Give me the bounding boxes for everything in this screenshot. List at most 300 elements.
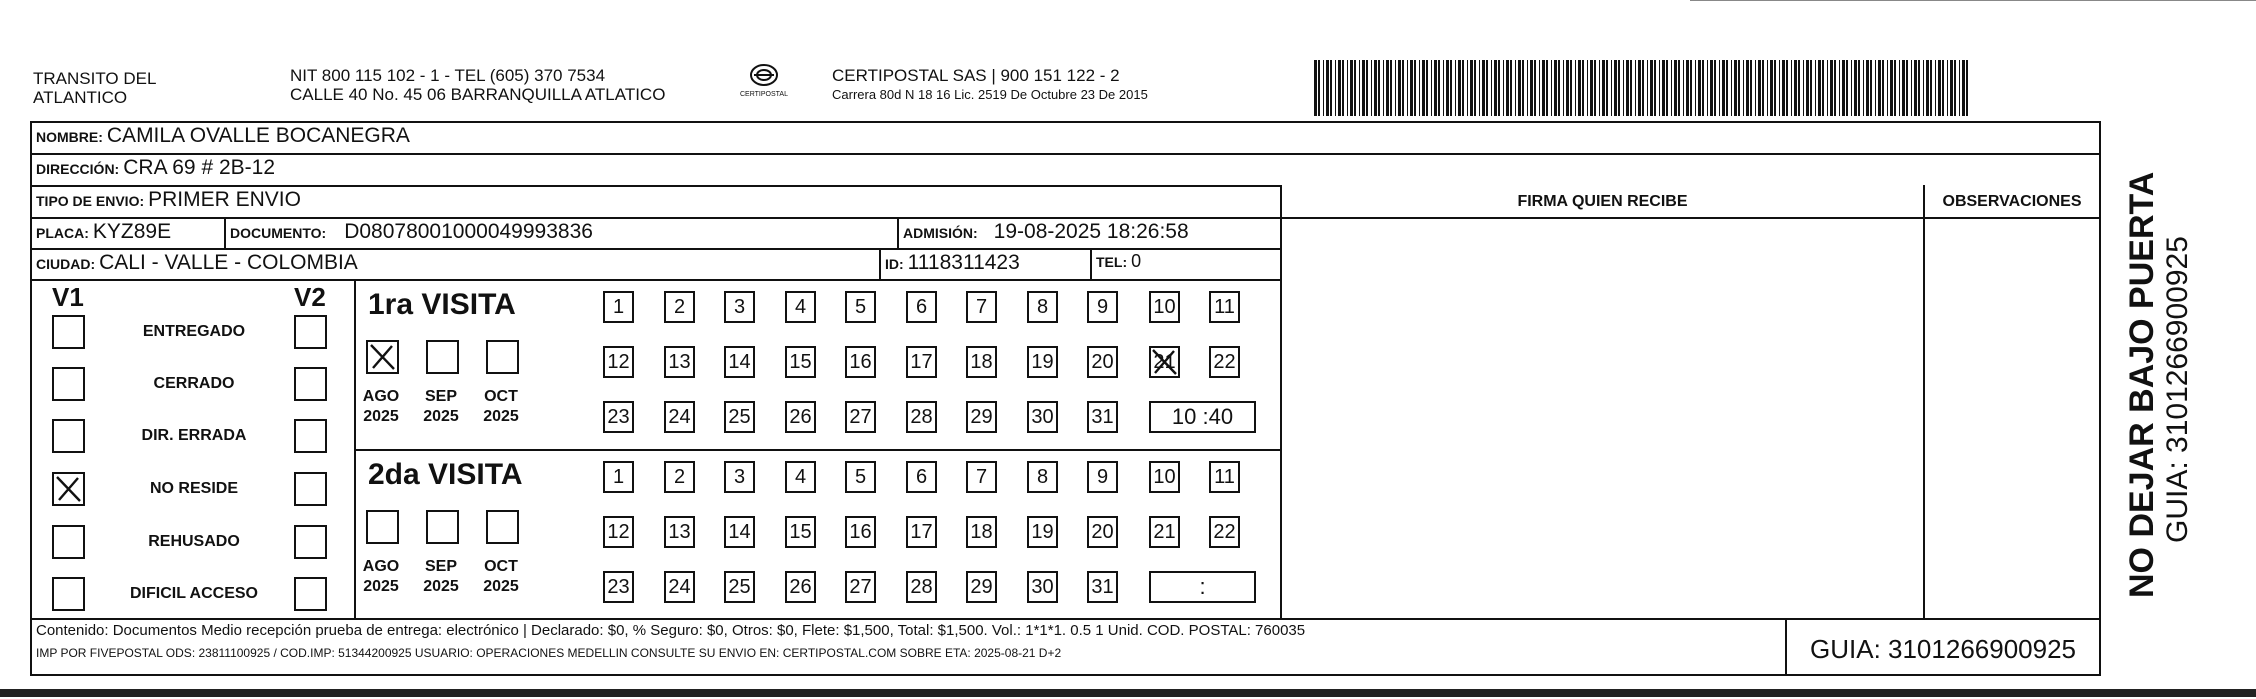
- barcode-bar: [1542, 60, 1545, 116]
- month-label: [354, 557, 408, 597]
- barcode-bar: [1650, 60, 1653, 116]
- barcode-bar: [1431, 60, 1432, 116]
- barcode-bar: [1587, 60, 1588, 116]
- barcode-bar: [1590, 60, 1593, 116]
- rule: [30, 279, 1282, 281]
- side-guia: GUIA: 3101266900925: [2161, 236, 2194, 543]
- barcode-bar: [1498, 60, 1500, 116]
- barcode-bar: [1779, 60, 1780, 116]
- day-box[interactable]: 28: [906, 401, 937, 433]
- day-box[interactable]: 23: [603, 571, 634, 603]
- day-box[interactable]: 6: [906, 291, 937, 323]
- day-box[interactable]: 12: [603, 516, 634, 548]
- rule: [879, 248, 881, 279]
- barcode-bar: [1618, 60, 1620, 116]
- barcode-bar: [1674, 60, 1677, 116]
- day-box[interactable]: 5: [845, 461, 876, 493]
- barcode-bar: [1350, 60, 1353, 116]
- barcode-bar: [1942, 60, 1944, 116]
- documento-field: [230, 220, 593, 244]
- day-box[interactable]: 5: [845, 291, 876, 323]
- id-label: ID:: [885, 256, 904, 272]
- footer-contenido: Contenido: Documentos Medio recepción prueba de entrega: electrónico | Declarado: $0, % Seguro: $0, Otros: $0, Flete: $1,500, Total: $1,500. Vol.: 1*1*1. 0.5 1 Unid. COD. POSTAL: 760035: [36, 622, 1306, 639]
- day-box[interactable]: 9: [1087, 461, 1118, 493]
- barcode-bar: [1671, 60, 1672, 116]
- placa-label: PLACA:: [36, 225, 89, 241]
- firma-header: FIRMA QUIEN RECIBE: [1517, 193, 1688, 210]
- day-box[interactable]: 4: [785, 291, 816, 323]
- barcode-bar: [1647, 60, 1648, 116]
- barcode-bar: [1954, 60, 1956, 116]
- barcode-bar: [1443, 60, 1444, 116]
- v1-checkbox[interactable]: [52, 315, 85, 349]
- barcode-bar: [1611, 60, 1612, 116]
- v2-checkbox[interactable]: [294, 525, 327, 559]
- barcode-bar: [1702, 60, 1704, 116]
- carrier-sub: Carrera 80d N 18 16 Lic. 2519 De Octubre 23 De 2015: [832, 87, 1148, 102]
- barcode-bar: [1815, 60, 1816, 116]
- barcode-bar: [1839, 60, 1840, 116]
- barcode-bar: [1558, 60, 1560, 116]
- barcode-bar: [1467, 60, 1468, 116]
- barcode-bar: [1527, 60, 1528, 116]
- barcode-bar: [1623, 60, 1624, 116]
- day-box[interactable]: 25: [724, 571, 755, 603]
- rule: [1280, 185, 1282, 618]
- status-option-label: DIR. ERRADA: [141, 427, 247, 444]
- day-box[interactable]: 16: [845, 516, 876, 548]
- day-check-mark: [1150, 347, 1179, 377]
- day-box[interactable]: 15: [785, 346, 816, 378]
- nombre-row: [36, 124, 410, 148]
- barcode-bar: [1602, 60, 1605, 116]
- month-year: 2025: [363, 578, 399, 595]
- barcode-bar: [1686, 60, 1689, 116]
- barcode-bar: [1666, 60, 1668, 116]
- rule: [30, 618, 2101, 620]
- visit-title: 2da VISITA: [368, 458, 523, 491]
- barcode-bar: [1786, 60, 1788, 116]
- day-box[interactable]: 9: [1087, 291, 1118, 323]
- barcode-bar: [1578, 60, 1581, 116]
- day-box[interactable]: 26: [785, 571, 816, 603]
- day-box[interactable]: 14: [724, 516, 755, 548]
- day-box[interactable]: 24: [664, 571, 695, 603]
- day-box[interactable]: 2: [664, 461, 695, 493]
- day-box[interactable]: 22: [1209, 516, 1240, 548]
- rule: [2099, 185, 2101, 676]
- documento-label: DOCUMENTO:: [230, 225, 327, 241]
- barcode-bar: [1690, 60, 1692, 116]
- barcode-bar: [1755, 60, 1756, 116]
- v1-checkbox[interactable]: [52, 367, 85, 401]
- nombre-label: NOMBRE:: [36, 129, 103, 145]
- day-box[interactable]: 14: [724, 346, 755, 378]
- day-box[interactable]: 30: [1027, 571, 1058, 603]
- barcode-bar: [1743, 60, 1744, 116]
- day-box[interactable]: 31: [1087, 571, 1118, 603]
- barcode-bar: [1950, 60, 1953, 116]
- issuer-address: CALLE 40 No. 45 06 BARRANQUILLA ATLATICO: [290, 85, 666, 104]
- status-option-label: DIFICIL ACCESO: [129, 585, 258, 602]
- barcode-bar: [1446, 60, 1449, 116]
- issuer-contact-block: [290, 66, 665, 104]
- v1-checkbox[interactable]: [52, 577, 85, 611]
- barcode-bar: [1530, 60, 1533, 116]
- barcode-bar: [1734, 60, 1737, 116]
- barcode-bar: [1962, 60, 1965, 116]
- rule: [30, 153, 2101, 155]
- rule: [897, 217, 899, 248]
- day-box[interactable]: 31: [1087, 401, 1118, 433]
- barcode-bar: [1966, 60, 1968, 116]
- barcode-bar: [1870, 60, 1872, 116]
- barcode-bar: [1482, 60, 1485, 116]
- day-box[interactable]: 7: [966, 291, 997, 323]
- barcode-bar: [1426, 60, 1428, 116]
- v2-checkbox[interactable]: [294, 577, 327, 611]
- barcode-bar: [1335, 60, 1336, 116]
- barcode-bar: [1818, 60, 1821, 116]
- barcode-bar: [1722, 60, 1725, 116]
- issuer-line-1: TRANSITO DEL: [33, 69, 157, 88]
- barcode-bar: [1566, 60, 1569, 116]
- day-box[interactable]: 27: [845, 401, 876, 433]
- v1-checkbox[interactable]: [52, 419, 85, 453]
- logo-text: CERTIPOSTAL: [740, 91, 788, 98]
- v1-header: V1: [52, 282, 84, 312]
- barcode-bar: [1854, 60, 1857, 116]
- barcode-bar: [1551, 60, 1552, 116]
- barcode-bar: [1626, 60, 1629, 116]
- day-box[interactable]: 20: [1087, 346, 1118, 378]
- barcode-bar: [1678, 60, 1680, 116]
- barcode-bar: [1842, 60, 1845, 116]
- carrier-line: CERTIPOSTAL SAS | 900 151 122 - 2: [832, 66, 1120, 85]
- barcode-bar: [1455, 60, 1456, 116]
- day-box[interactable]: 27: [845, 571, 876, 603]
- barcode-bar: [1434, 60, 1437, 116]
- rule: [30, 185, 1282, 187]
- barcode-bar: [1338, 60, 1341, 116]
- barcode-bar: [1938, 60, 1941, 116]
- barcode-bar: [1851, 60, 1852, 116]
- barcode: [1312, 60, 1972, 116]
- day-box[interactable]: 13: [664, 516, 695, 548]
- barcode-bar: [1635, 60, 1636, 116]
- day-box[interactable]: 16: [845, 346, 876, 378]
- month-checkbox[interactable]: [366, 340, 399, 374]
- barcode-bar: [1846, 60, 1848, 116]
- barcode-bar: [1318, 60, 1320, 116]
- side-text: [2123, 138, 2195, 598]
- status-option-label: NO RESIDE: [149, 480, 238, 497]
- barcode-bar: [1458, 60, 1461, 116]
- barcode-bar: [1323, 60, 1324, 116]
- time-box[interactable]: 10 :40: [1149, 401, 1256, 433]
- barcode-bar: [1539, 60, 1540, 116]
- barcode-bar: [1386, 60, 1389, 116]
- barcode-bar: [1738, 60, 1740, 116]
- day-box[interactable]: 10: [1149, 291, 1180, 323]
- month-checkbox[interactable]: [486, 340, 519, 374]
- ciudad-label: CIUDAD:: [36, 256, 96, 272]
- barcode-bar: [1606, 60, 1608, 116]
- barcode-bar: [1866, 60, 1869, 116]
- barcode-bar: [1659, 60, 1660, 116]
- barcode-bar: [1750, 60, 1752, 116]
- barcode-bar: [1570, 60, 1572, 116]
- day-box[interactable]: 11: [1209, 461, 1240, 493]
- barcode-bar: [1654, 60, 1656, 116]
- day-box[interactable]: 21: [1149, 346, 1180, 378]
- barcode-bar: [1894, 60, 1896, 116]
- barcode-bar: [1378, 60, 1380, 116]
- barcode-bar: [1359, 60, 1360, 116]
- month-name: SEP: [424, 558, 457, 575]
- barcode-bar: [1887, 60, 1888, 116]
- barcode-bar: [1510, 60, 1512, 116]
- observaciones-header: OBSERVACIONES: [1942, 193, 2082, 210]
- month-label: [474, 387, 528, 427]
- month-name: OCT: [484, 558, 518, 575]
- day-box[interactable]: 22: [1209, 346, 1240, 378]
- day-box[interactable]: 3: [724, 461, 755, 493]
- day-box[interactable]: 11: [1209, 291, 1240, 323]
- barcode-bar: [1714, 60, 1716, 116]
- status-option-label: REHUSADO: [148, 533, 240, 550]
- barcode-bar: [1347, 60, 1348, 116]
- day-box[interactable]: 12: [603, 346, 634, 378]
- barcode-bar: [1410, 60, 1413, 116]
- barcode-bar: [1494, 60, 1497, 116]
- barcode-bar: [1395, 60, 1396, 116]
- rule: [1923, 185, 1925, 618]
- logo-icon: [747, 62, 781, 88]
- barcode-bar: [1830, 60, 1833, 116]
- tel-value: 0: [1131, 251, 1142, 271]
- day-box[interactable]: 17: [906, 346, 937, 378]
- day-box[interactable]: 7: [966, 461, 997, 493]
- barcode-bar: [1858, 60, 1860, 116]
- month-checkbox[interactable]: [426, 340, 459, 374]
- month-label: [414, 387, 468, 427]
- barcode-bar: [1935, 60, 1936, 116]
- day-box[interactable]: 8: [1027, 291, 1058, 323]
- month-label: [474, 557, 528, 597]
- barcode-bar: [1366, 60, 1368, 116]
- barcode-bar: [1758, 60, 1761, 116]
- barcode-bar: [1806, 60, 1809, 116]
- month-checkbox[interactable]: [486, 510, 519, 544]
- day-box[interactable]: 20: [1087, 516, 1118, 548]
- month-checkbox[interactable]: [366, 510, 399, 544]
- barcode-bar: [1878, 60, 1881, 116]
- barcode-bar: [1470, 60, 1473, 116]
- day-box[interactable]: 1: [603, 291, 634, 323]
- barcode-bar: [1726, 60, 1728, 116]
- barcode-bar: [1798, 60, 1800, 116]
- footer-imp: IMP POR FIVEPOSTAL ODS: 23811100925 / COD.IMP: 51344200925 USUARIO: OPERACIONES MEDELLIN CONSULTE SU ENVIO EN: CERTIPOSTAL.COM SOBRE ETA: 2025-08-21 D+2: [36, 646, 1062, 660]
- barcode-bar: [1959, 60, 1960, 116]
- day-box[interactable]: 8: [1027, 461, 1058, 493]
- barcode-bar: [1695, 60, 1696, 116]
- day-box[interactable]: 2: [664, 291, 695, 323]
- v2-checkbox[interactable]: [294, 472, 327, 506]
- barcode-bar: [1923, 60, 1924, 116]
- day-box[interactable]: 26: [785, 401, 816, 433]
- barcode-bar: [1522, 60, 1524, 116]
- month-label: [354, 387, 408, 427]
- admision-label: ADMISIÓN:: [903, 225, 978, 241]
- barcode-bar: [1782, 60, 1785, 116]
- day-box[interactable]: 4: [785, 461, 816, 493]
- day-box[interactable]: 6: [906, 461, 937, 493]
- no-dejar-bajo-puerta: NO DEJAR BAJO PUERTA: [2123, 171, 2161, 598]
- barcode-bar: [1582, 60, 1584, 116]
- barcode-bar: [1890, 60, 1893, 116]
- footer-guia: GUIA: 3101266900925: [1810, 634, 2076, 664]
- day-box[interactable]: 17: [906, 516, 937, 548]
- barcode-bar: [1762, 60, 1764, 116]
- carrier-block: [832, 66, 1148, 103]
- month-name: AGO: [362, 388, 400, 405]
- day-box[interactable]: 18: [966, 516, 997, 548]
- nit-line: NIT 800 115 102 - 1 - TEL (605) 370 7534: [290, 66, 606, 85]
- barcode-bar: [1534, 60, 1536, 116]
- documento-value: D08078001000049993836: [344, 220, 593, 243]
- day-box[interactable]: 10: [1149, 461, 1180, 493]
- barcode-bar: [1746, 60, 1749, 116]
- barcode-bar: [1554, 60, 1557, 116]
- day-box[interactable]: 28: [906, 571, 937, 603]
- month-year: 2025: [363, 408, 399, 425]
- tipo-envio-row: [36, 188, 301, 212]
- barcode-bar: [1326, 60, 1329, 116]
- v2-checkbox[interactable]: [294, 419, 327, 453]
- direccion-label: DIRECCIÓN:: [36, 161, 120, 177]
- barcode-bar: [1330, 60, 1332, 116]
- month-year: 2025: [423, 578, 459, 595]
- day-box[interactable]: 19: [1027, 346, 1058, 378]
- day-box[interactable]: 29: [966, 401, 997, 433]
- barcode-bar: [1926, 60, 1929, 116]
- month-checkbox[interactable]: [426, 510, 459, 544]
- rule: [224, 217, 226, 248]
- day-box[interactable]: 21: [1149, 516, 1180, 548]
- month-year: 2025: [483, 578, 519, 595]
- rule: [30, 248, 1282, 250]
- day-box[interactable]: 24: [664, 401, 695, 433]
- barcode-bar: [1374, 60, 1377, 116]
- v2-header: V2: [294, 282, 326, 312]
- barcode-bar: [1506, 60, 1509, 116]
- barcode-bar: [1710, 60, 1713, 116]
- v2-checkbox[interactable]: [294, 367, 327, 401]
- nombre-value: CAMILA OVALLE BOCANEGRA: [106, 124, 410, 147]
- v1-checkbox[interactable]: [52, 525, 85, 559]
- barcode-bar: [1599, 60, 1600, 116]
- day-box[interactable]: 23: [603, 401, 634, 433]
- barcode-bar: [1899, 60, 1900, 116]
- barcode-bar: [1546, 60, 1548, 116]
- tel-label: TEL:: [1096, 254, 1128, 270]
- barcode-bar: [1863, 60, 1864, 116]
- issuer-block: [33, 69, 156, 107]
- day-box[interactable]: 1: [603, 461, 634, 493]
- direccion-row: [36, 156, 275, 180]
- month-year: 2025: [483, 408, 519, 425]
- barcode-bar: [1875, 60, 1876, 116]
- tipo-envio-label: TIPO DE ENVIO:: [36, 193, 145, 209]
- day-box[interactable]: 13: [664, 346, 695, 378]
- barcode-bar: [1594, 60, 1596, 116]
- barcode-bar: [1906, 60, 1908, 116]
- barcode-bar: [1362, 60, 1365, 116]
- barcode-bar: [1503, 60, 1504, 116]
- barcode-bar: [1630, 60, 1632, 116]
- barcode-bar: [1354, 60, 1356, 116]
- day-box[interactable]: 15: [785, 516, 816, 548]
- barcode-bar: [1614, 60, 1617, 116]
- v1-checkbox[interactable]: [52, 472, 85, 506]
- barcode-bar: [1918, 60, 1920, 116]
- day-box[interactable]: 19: [1027, 516, 1058, 548]
- barcode-bar: [1422, 60, 1425, 116]
- barcode-bar: [1450, 60, 1452, 116]
- day-box[interactable]: 30: [1027, 401, 1058, 433]
- v2-checkbox[interactable]: [294, 315, 327, 349]
- admision-value: 19-08-2025 18:26:58: [993, 220, 1189, 243]
- barcode-bar: [1515, 60, 1516, 116]
- month-name: OCT: [484, 388, 518, 405]
- barcode-bar: [1486, 60, 1488, 116]
- placa-field: [36, 220, 171, 244]
- ciudad-value: CALI - VALLE - COLOMBIA: [99, 251, 358, 274]
- barcode-bar: [1402, 60, 1404, 116]
- barcode-bar: [1575, 60, 1576, 116]
- barcode-bar: [1642, 60, 1644, 116]
- barcode-bar: [1683, 60, 1684, 116]
- barcode-bar: [1834, 60, 1836, 116]
- certipostal-logo: [732, 62, 796, 106]
- barcode-bar: [1914, 60, 1917, 116]
- status-option-label: ENTREGADO: [142, 323, 246, 340]
- issuer-line-2: ATLANTICO: [33, 88, 128, 107]
- barcode-bar: [1882, 60, 1884, 116]
- day-box[interactable]: 3: [724, 291, 755, 323]
- time-box[interactable]: :: [1149, 571, 1256, 603]
- status-option-label: CERRADO: [153, 375, 235, 392]
- barcode-bar: [1902, 60, 1905, 116]
- day-box[interactable]: 25: [724, 401, 755, 433]
- day-box[interactable]: 18: [966, 346, 997, 378]
- barcode-bar: [1398, 60, 1401, 116]
- barcode-bar: [1698, 60, 1701, 116]
- barcode-bar: [1707, 60, 1708, 116]
- barcode-bar: [1731, 60, 1732, 116]
- barcode-bar: [1719, 60, 1720, 116]
- admision-field: [903, 220, 1189, 244]
- barcode-bar: [1314, 60, 1317, 116]
- rule: [30, 217, 2101, 219]
- barcode-bar: [1794, 60, 1797, 116]
- day-box[interactable]: 29: [966, 571, 997, 603]
- barcode-bar: [1474, 60, 1476, 116]
- barcode-bar: [1563, 60, 1564, 116]
- tel-field: [1096, 251, 1141, 272]
- barcode-bar: [1390, 60, 1392, 116]
